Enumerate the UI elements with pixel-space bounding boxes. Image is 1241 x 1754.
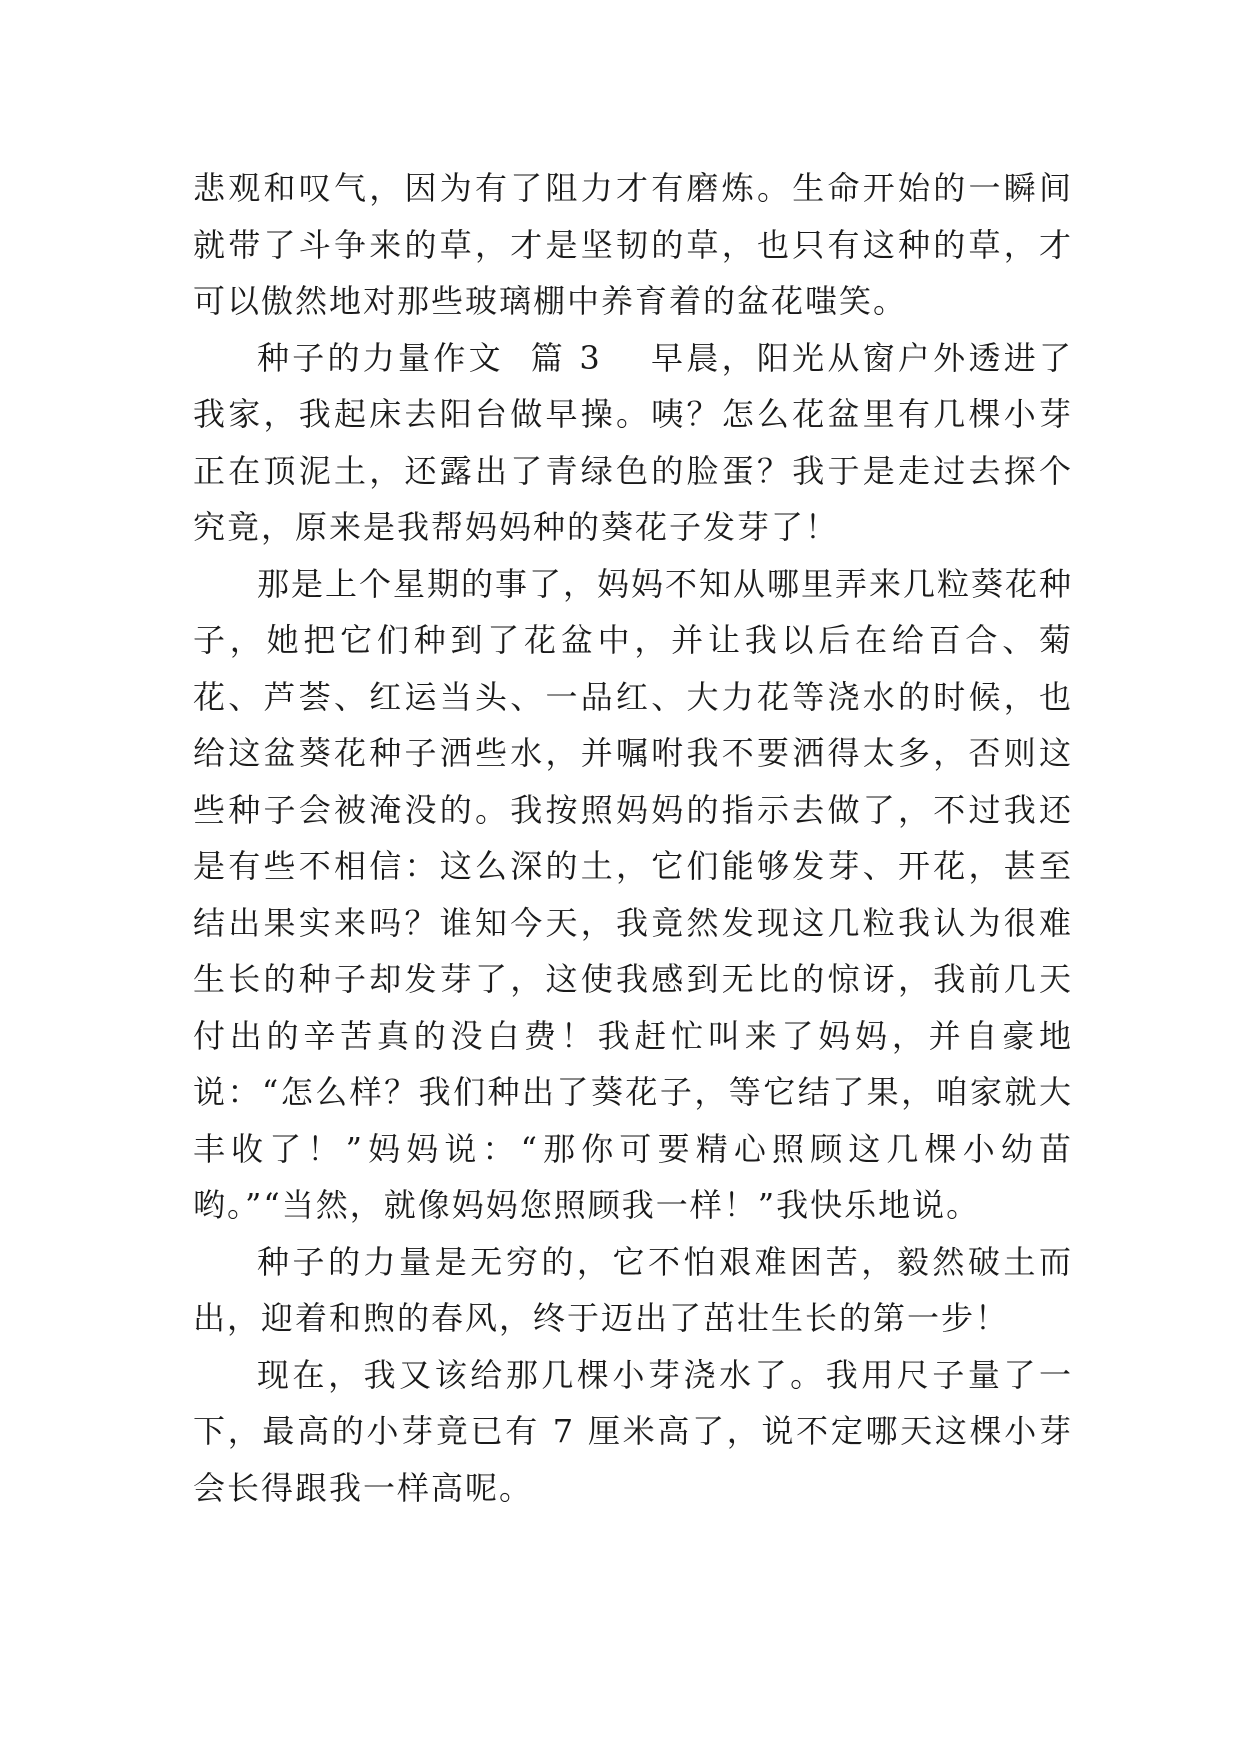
paragraph-2 xyxy=(193,330,1073,556)
paragraph-5: 现在，我又该给那几棵小芽浇水了。我用尺子量了一下，最高的小芽竟已有 7 厘米高了，说不定哪天这棵小芽会长得跟我一样高呢。 xyxy=(193,1355,1073,1507)
paragraph-3: 那是上个星期的事了，妈妈不知从哪里弄来几粒葵花种子，她把它们种到了花盆中，并让我以后在给百合、菊花、芦荟、红运当头、一品红、大力花等浇水的时候，也给这盆葵花种子洒些水，并嘱咐我不要洒得太多，否则这些种子会被淹没的。我按照妈妈的指示去做了，不过我还是有些不相信：这么深的土，它们能够发芽、开花，甚至结出果实来吗？谁知今天，我竟然发现这几粒我认为很难生长的种子却发芽了，这使我感到无比的惊讶，我前几天付出的辛苦真的没白费！我赶忙叫来了妈妈，并自豪地说：“怎么样？我们种出了葵花子，等它结了果，咱家就大丰收了！”妈妈说：“那你可要精心照顾这几棵小幼苗哟。”“当然，就像妈妈您照顾我一样！”我快乐地说。 xyxy=(193,564,1074,1224)
paragraph-2-text: 早晨，阳光从窗户外透进了我家，我起床去阳台做早操。咦？怎么花盆里有几棵小芽正在顶泥土，还露出了青绿色的脸蛋？我于是走过去探个究竟，原来是我帮妈妈种的葵花子发芽了！ xyxy=(193,338,1073,546)
paragraph-4: 种子的力量是无穷的，它不怕艰难困苦，毅然破土而出，迎着和煦的春风，终于迈出了茁壮生长的第一步！ xyxy=(193,1242,1073,1337)
essay-body xyxy=(193,160,1073,1516)
paragraph-1: 悲观和叹气，因为有了阻力才有磨炼。生命开始的一瞬间就带了斗争来的草，才是坚韧的草，也只有这种的草，才可以傲然地对那些玻璃棚中养育着的盆花嗤笑。 xyxy=(193,169,1073,320)
section-heading: 种子的力量作文 篇 3 xyxy=(257,338,602,377)
